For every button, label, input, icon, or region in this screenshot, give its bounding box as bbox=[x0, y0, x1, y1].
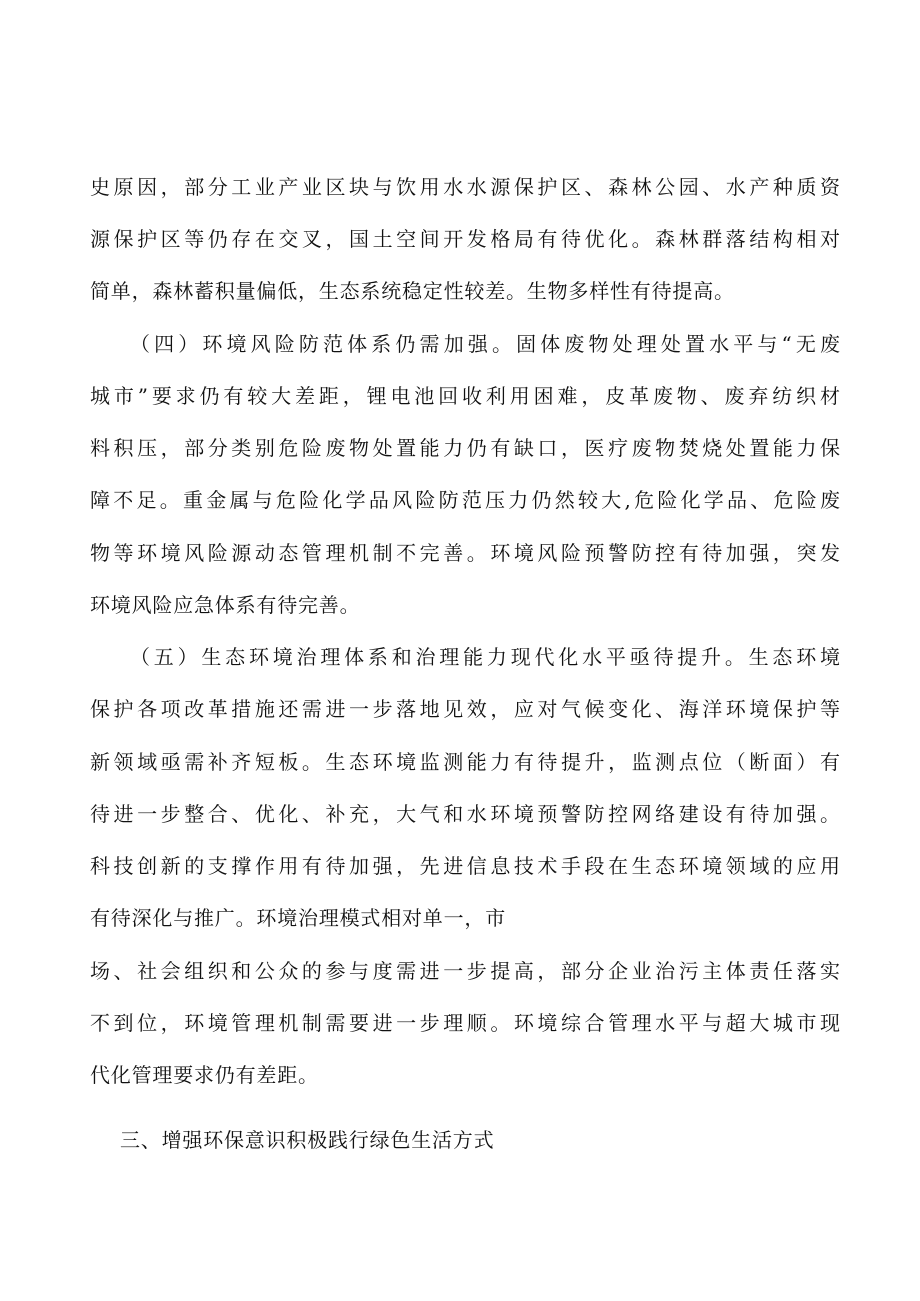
text-line-11: 保护各项改革措施还需进一步落地见效，应对气候变化、海洋环境保护等 bbox=[90, 697, 840, 721]
text-line-1: 史原因，部分工业产业区块与饮用水水源保护区、森林公园、水产种质资 bbox=[90, 175, 840, 199]
section-three-heading: 三、增强环保意识积极践行绿色生活方式 bbox=[120, 1128, 495, 1152]
text-line-17: 不到位，环境管理机制需要进一步理顺。环境综合管理水平与超大城市现 bbox=[90, 1011, 840, 1035]
section-four-heading-line: （四）环境风险防范体系仍需加强。固体废物处理处置水平与“无废 bbox=[130, 332, 840, 356]
text-line-15: 有待深化与推广。环境治理模式相对单一，市 bbox=[90, 906, 506, 930]
text-line-9: 环境风险应急体系有待完善。 bbox=[90, 593, 361, 617]
text-line-14: 科技创新的支撑作用有待加强，先进信息技术手段在生态环境领域的应用 bbox=[90, 854, 840, 878]
text-line-5: 城市”要求仍有较大差距，锂电池回收利用困难，皮革废物、废弃纺织材 bbox=[90, 384, 840, 408]
text-line-18: 代化管理要求仍有差距。 bbox=[90, 1063, 319, 1087]
text-line-2: 源保护区等仍存在交叉，国土空间开发格局有待优化。森林群落结构相对 bbox=[90, 227, 840, 251]
text-line-3: 简单，森林蓄积量偏低，生态系统稳定性较差。生物多样性有待提高。 bbox=[90, 279, 735, 303]
text-line-8: 物等环境风险源动态管理机制不完善。环境风险预警防控有待加强，突发 bbox=[90, 541, 840, 565]
text-line-12: 新领域亟需补齐短板。生态环境监测能力有待提升，监测点位（断面）有 bbox=[90, 750, 840, 774]
text-line-6: 料积压，部分类别危险废物处置能力仍有缺口，医疗废物焚烧处置能力保 bbox=[90, 436, 840, 460]
section-five-heading-line: （五）生态环境治理体系和治理能力现代化水平亟待提升。生态环境 bbox=[130, 645, 840, 669]
text-line-13: 待进一步整合、优化、补充，大气和水环境预警防控网络建设有待加强。 bbox=[90, 802, 840, 826]
text-line-7: 障不足。重金属与危险化学品风险防范压力仍然较大,危险化学品、危险废 bbox=[90, 488, 840, 512]
text-line-16: 场、社会组织和公众的参与度需进一步提高，部分企业治污主体责任落实 bbox=[90, 959, 840, 983]
